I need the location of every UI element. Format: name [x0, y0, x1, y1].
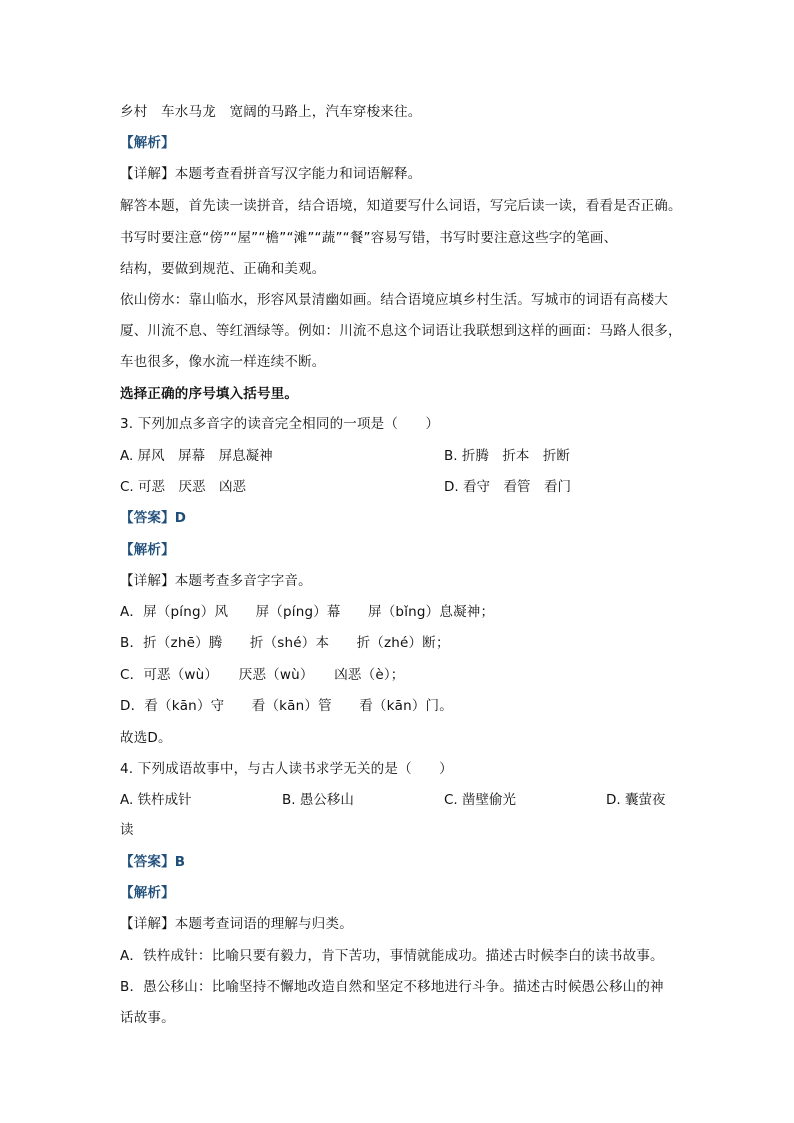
q3-option-c: C. 可恶 厌恶 凶恶	[120, 479, 247, 495]
text-line: D．看（kān）守 看（kān）管 看（kān）门。	[120, 698, 453, 714]
analysis-tag: 【解析】	[120, 885, 175, 901]
text-line: 解答本题，首先读一读拼音，结合语境，知道要写什么词语，写完后读一读，看看是否正确。	[120, 198, 682, 214]
text-line: 厦、川流不息、等红酒绿等。例如：川流不息这个词语让我联想到这样的画面：马路人很多，	[120, 323, 682, 339]
text-line: 【详解】本题考查多音字字音。	[120, 573, 312, 589]
question-3: 3. 下列加点多音字的读音完全相同的一项是（ ）	[120, 416, 440, 432]
analysis-tag: 【解析】	[120, 542, 175, 558]
text-line: 乡村 车水马龙 宽阔的马路上，汽车穿梭来往。	[120, 104, 422, 120]
text-line: 结构，要做到规范、正确和美观。	[120, 261, 326, 277]
q3-option-b: B. 折腾 折本 折断	[444, 448, 570, 464]
text-line: 【详解】本题考查看拼音写汉字能力和词语解释。	[120, 166, 422, 182]
text-line: 故选D。	[120, 730, 172, 746]
answer-tag: 【答案】B	[120, 854, 186, 870]
text-line: 车也很多，像水流一样连续不断。	[120, 354, 326, 370]
text-line: 书写时要注意“傍”“屋”“檐”“滩”“蔬”“餐”容易写错，书写时要注意这些字的笔画、	[120, 230, 618, 246]
q3-option-a: A. 屏风 屏幕 屏息凝神	[120, 448, 273, 464]
analysis-tag: 【解析】	[120, 135, 175, 151]
text-line: B．折（zhē）腾 折（shé）本 折（zhé）断；	[120, 635, 450, 651]
text-line: 话故事。	[120, 1010, 175, 1026]
text-line: 读	[120, 822, 134, 838]
q4-option-c: C. 凿壁偷光	[444, 792, 517, 808]
q3-option-d: D. 看守 看管 看门	[444, 479, 571, 495]
text-line: B．愚公移山：比喻坚持不懈地改造自然和坚定不移地进行斗争。描述古时候愚公移山的神	[120, 979, 664, 995]
text-line: A．屏（píng）风 屏（píng）幕 屏（bǐng）息凝神；	[120, 604, 495, 620]
section-heading: 选择正确的序号填入括号里。	[120, 386, 299, 402]
text-line: A．铁杵成针：比喻只要有毅力，肯下苦功，事情就能成功。描述古时候李白的读书故事。	[120, 948, 664, 964]
question-4: 4. 下列成语故事中，与古人读书求学无关的是（ ）	[120, 761, 453, 777]
q4-option-d: D. 囊萤夜	[606, 792, 666, 808]
q4-option-b: B. 愚公移山	[282, 792, 354, 808]
text-line: 依山傍水：靠山临水，形容风景清幽如画。结合语境应填乡村生活。写城市的词语有高楼大	[120, 292, 668, 308]
q4-option-a: A. 铁杵成针	[120, 792, 192, 808]
answer-tag: 【答案】D	[120, 510, 187, 526]
text-line: C．可恶（wù） 厌恶（wù） 凶恶（è）；	[120, 667, 405, 683]
text-line: 【详解】本题考查词语的理解与归类。	[120, 916, 353, 932]
